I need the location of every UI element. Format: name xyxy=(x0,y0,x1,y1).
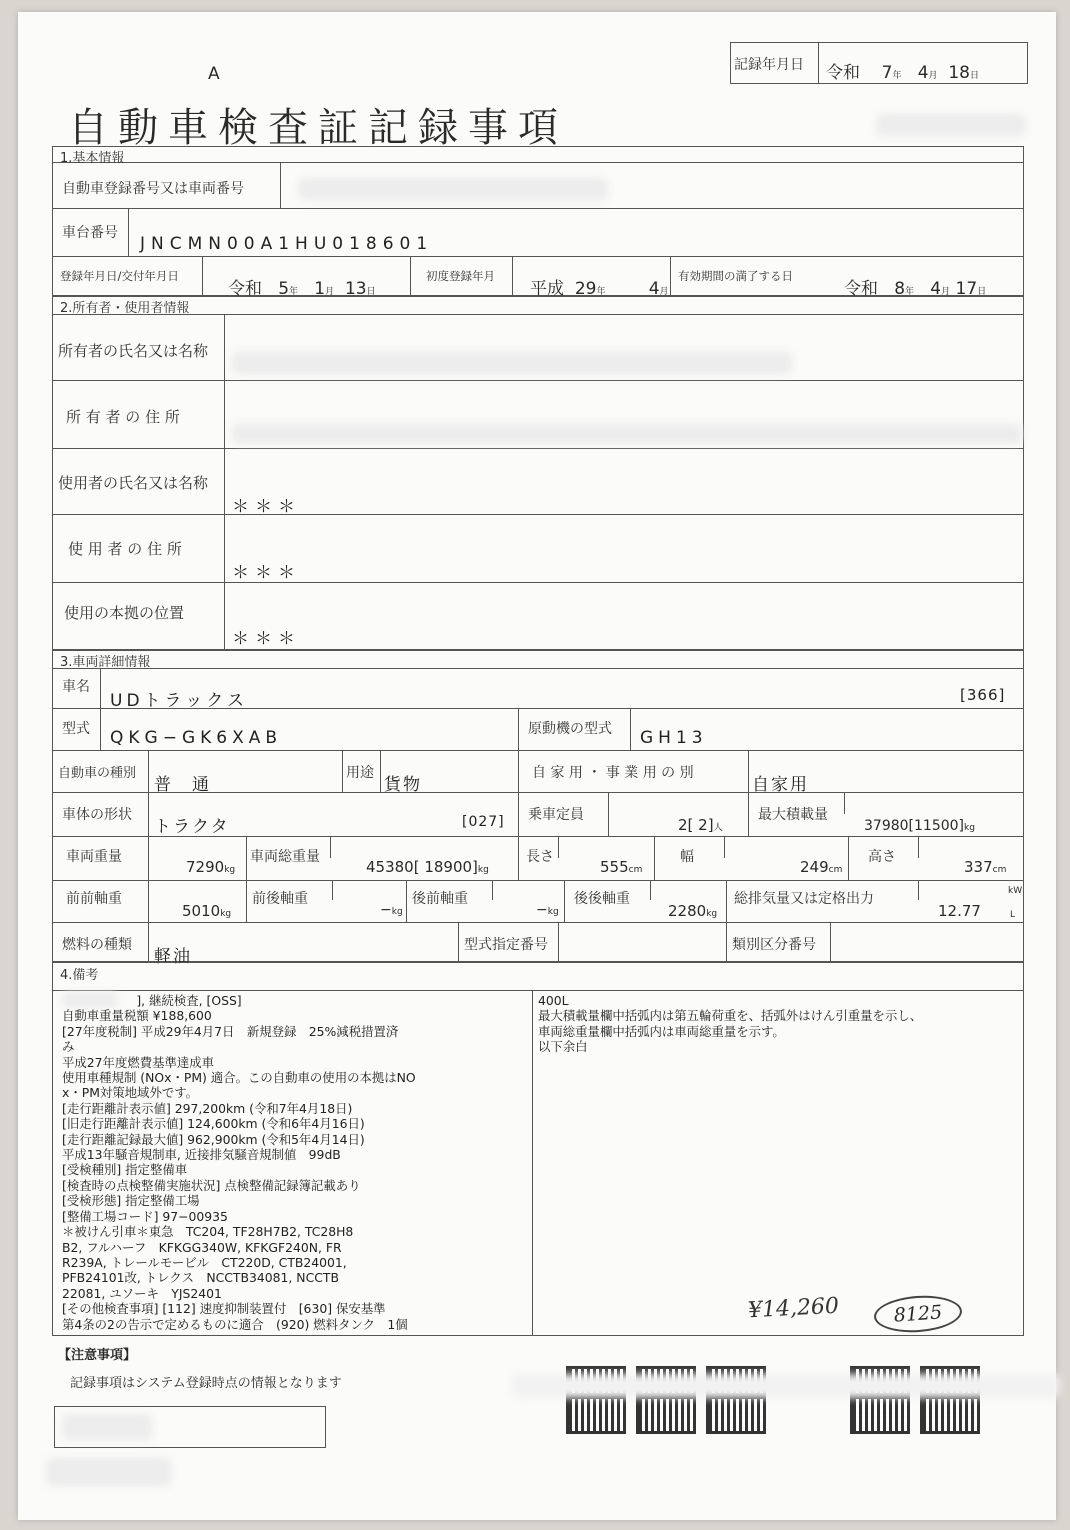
qr-code-10 xyxy=(920,1396,980,1434)
qr-code-5 xyxy=(636,1396,696,1434)
expiry-date: 令和 8年 4月 17日 xyxy=(844,279,987,299)
handwritten-circled-number: 8125 xyxy=(873,1293,963,1335)
user-name: ＊＊＊ xyxy=(232,497,301,517)
engine-model: GH13 xyxy=(640,728,708,748)
owner-address-label: 所 有 者 の 住 所 xyxy=(66,408,180,426)
displacement: 12.77 xyxy=(938,902,981,920)
height: 337cm xyxy=(964,858,1007,876)
capacity: 2[ 2]人 xyxy=(678,816,723,834)
private-business: 自家用 xyxy=(752,775,809,795)
base-location-label: 使用の本拠の位置 xyxy=(64,604,185,622)
remarks-left: ], 継続検査, [OSS] 自動車重量税額 ¥188,600 [27年度税制] 平成29年4月7日 新規登録 25%減税措置済 み 平成27年度燃費基準達成車 使用車種規制 (NOx・PM) 適合。この自動車の使用の本拠はNO x・PM対策地域外です。 [走行距離計表示値] 297,200km (令和7年4月18日) [旧走行距離計表示値] 124,600km (令和6年4月16日) [走行距離記録最大値] 962,900km (令和5年4月14日) 平成13年騒音規制車, 近接排気騒音規制値 99dB [受検種別] 指定整備車 [検査時の点検整備実施状況] 点検整備記録簿記載あり [受検形態] 指定整備工場 [整備工場コード] 97−00935 ＊被けん引車＊東急 TC204, TF28H7B2, TC28H8 B2, フルハーフ KFKGG340W, KFKGF240N, FR R239A, トレールモービル CT220D, CTB24001, PFB24101改, トレクス NCCTB34081, NCCTB 22081, ユソーキ YJS2401 [その他検査事項] [112] 速度抑制装置付 [630] 保安基準 第4条の2の告示で定めるものに適合 (920) 燃料タンク 1個 xyxy=(62,993,416,1332)
reg-number-label: 自動車登録番号又は車両番号 xyxy=(62,181,244,197)
body-shape-label: 車体の形状 xyxy=(62,807,132,823)
inspection-certificate-record xyxy=(18,12,1056,1520)
length-label: 長さ xyxy=(526,849,554,865)
first-reg-label: 初度登録年月 xyxy=(426,269,495,283)
notes-heading: 【注意事項】 xyxy=(58,1348,137,1363)
front-front-axle-label: 前前軸重 xyxy=(66,891,122,907)
body-shape: トラクタ xyxy=(154,817,230,837)
private-business-label: 自 家 用 ・ 事 業 用 の 別 xyxy=(532,765,694,781)
rear-rear-axle-label: 後後軸重 xyxy=(574,891,630,907)
front-rear-axle: −kg xyxy=(380,902,403,918)
vehicle-name-label: 車名 xyxy=(62,679,90,695)
record-date: 令和 7年 4月 18日 xyxy=(826,63,979,83)
height-label: 高さ xyxy=(868,849,896,865)
expiry-label: 有効期間の満了する日 xyxy=(678,269,793,283)
handwritten-price: ¥14,260 xyxy=(747,1293,840,1324)
chassis-label: 車台番号 xyxy=(62,225,118,241)
section2-heading: 2.所有者・使用者情報 xyxy=(60,301,190,316)
type-designation-label: 型式指定番号 xyxy=(464,937,548,953)
displacement-label: 総排気量又は定格出力 xyxy=(734,891,874,907)
use-label: 用途 xyxy=(346,765,374,781)
form-letter: A xyxy=(208,64,220,84)
width: 249cm xyxy=(800,858,843,876)
vehicle-use: 貨物 xyxy=(384,775,422,795)
vehicle-kind-label: 自動車の種別 xyxy=(58,766,137,781)
category-label: 類別区分番号 xyxy=(732,937,816,953)
user-address-label: 使 用 者 の 住 所 xyxy=(68,540,182,558)
vehicle-name-code: [366] xyxy=(960,686,1006,704)
page-title: 自動車検査証記録事項 xyxy=(68,105,568,151)
max-load-label: 最大積載量 xyxy=(758,807,828,823)
rear-front-axle-label: 後前軸重 xyxy=(412,891,468,907)
user-name-label: 使用者の氏名又は名称 xyxy=(58,474,209,492)
qr-code-6 xyxy=(706,1396,766,1434)
length: 555cm xyxy=(600,858,643,876)
section1-heading: 1.基本情報 xyxy=(60,151,125,166)
rear-front-axle: −kg xyxy=(536,902,559,918)
section3-heading: 3.車両詳細情報 xyxy=(60,655,151,670)
vehicle-name: UDトラックス xyxy=(110,691,249,711)
vehicle-weight-label: 車両重量 xyxy=(66,849,122,865)
gross-weight: 45380[ 18900]kg xyxy=(366,858,489,876)
notes-text: 記録事項はシステム登録時点の情報となります xyxy=(70,1376,342,1391)
record-date-label: 記録年月日 xyxy=(734,57,804,73)
width-label: 幅 xyxy=(680,849,694,865)
remarks-right: 400L 最大積載量欄中括弧内は第五輪荷重を、括弧外はけん引重量を示し、 車両総重量欄中括弧内は車両総重量を示す。 以下余白 xyxy=(538,993,923,1055)
fuel-type-label: 燃料の種類 xyxy=(62,937,132,953)
engine-model-label: 原動機の型式 xyxy=(528,721,612,737)
displacement-unit-kw: kW xyxy=(1008,886,1023,896)
section4-heading: 4.備考 xyxy=(60,968,99,983)
gross-weight-label: 車両総重量 xyxy=(250,849,320,865)
base-location: ＊＊＊ xyxy=(232,629,301,649)
front-rear-axle-label: 前後軸重 xyxy=(252,891,308,907)
max-load: 37980[11500]kg xyxy=(864,818,975,834)
reg-date-label: 登録年月日/交付年月日 xyxy=(60,269,179,283)
vehicle-weight: 7290kg xyxy=(186,858,236,876)
reg-date: 令和 5年 1月 13日 xyxy=(228,279,376,299)
model-code: QKG−GK6XAB xyxy=(110,728,283,748)
body-shape-code: [027] xyxy=(462,814,505,830)
front-front-axle: 5010kg xyxy=(182,902,232,920)
qr-code-9 xyxy=(850,1396,910,1434)
first-reg-date: 平成 29年 4月 xyxy=(530,279,669,299)
chassis-number: JNCMN00A1HU018601 xyxy=(140,234,434,254)
owner-name-label: 所有者の氏名又は名称 xyxy=(58,342,209,360)
user-address: ＊＊＊ xyxy=(232,563,301,583)
fuel-type: 軽油 xyxy=(154,947,192,967)
model-label: 型式 xyxy=(62,721,90,737)
displacement-unit-l: L xyxy=(1010,910,1016,920)
vehicle-kind: 普 通 xyxy=(154,775,211,795)
qr-code-4 xyxy=(566,1396,626,1434)
capacity-label: 乗車定員 xyxy=(528,807,584,823)
rear-rear-axle: 2280kg xyxy=(668,902,718,920)
